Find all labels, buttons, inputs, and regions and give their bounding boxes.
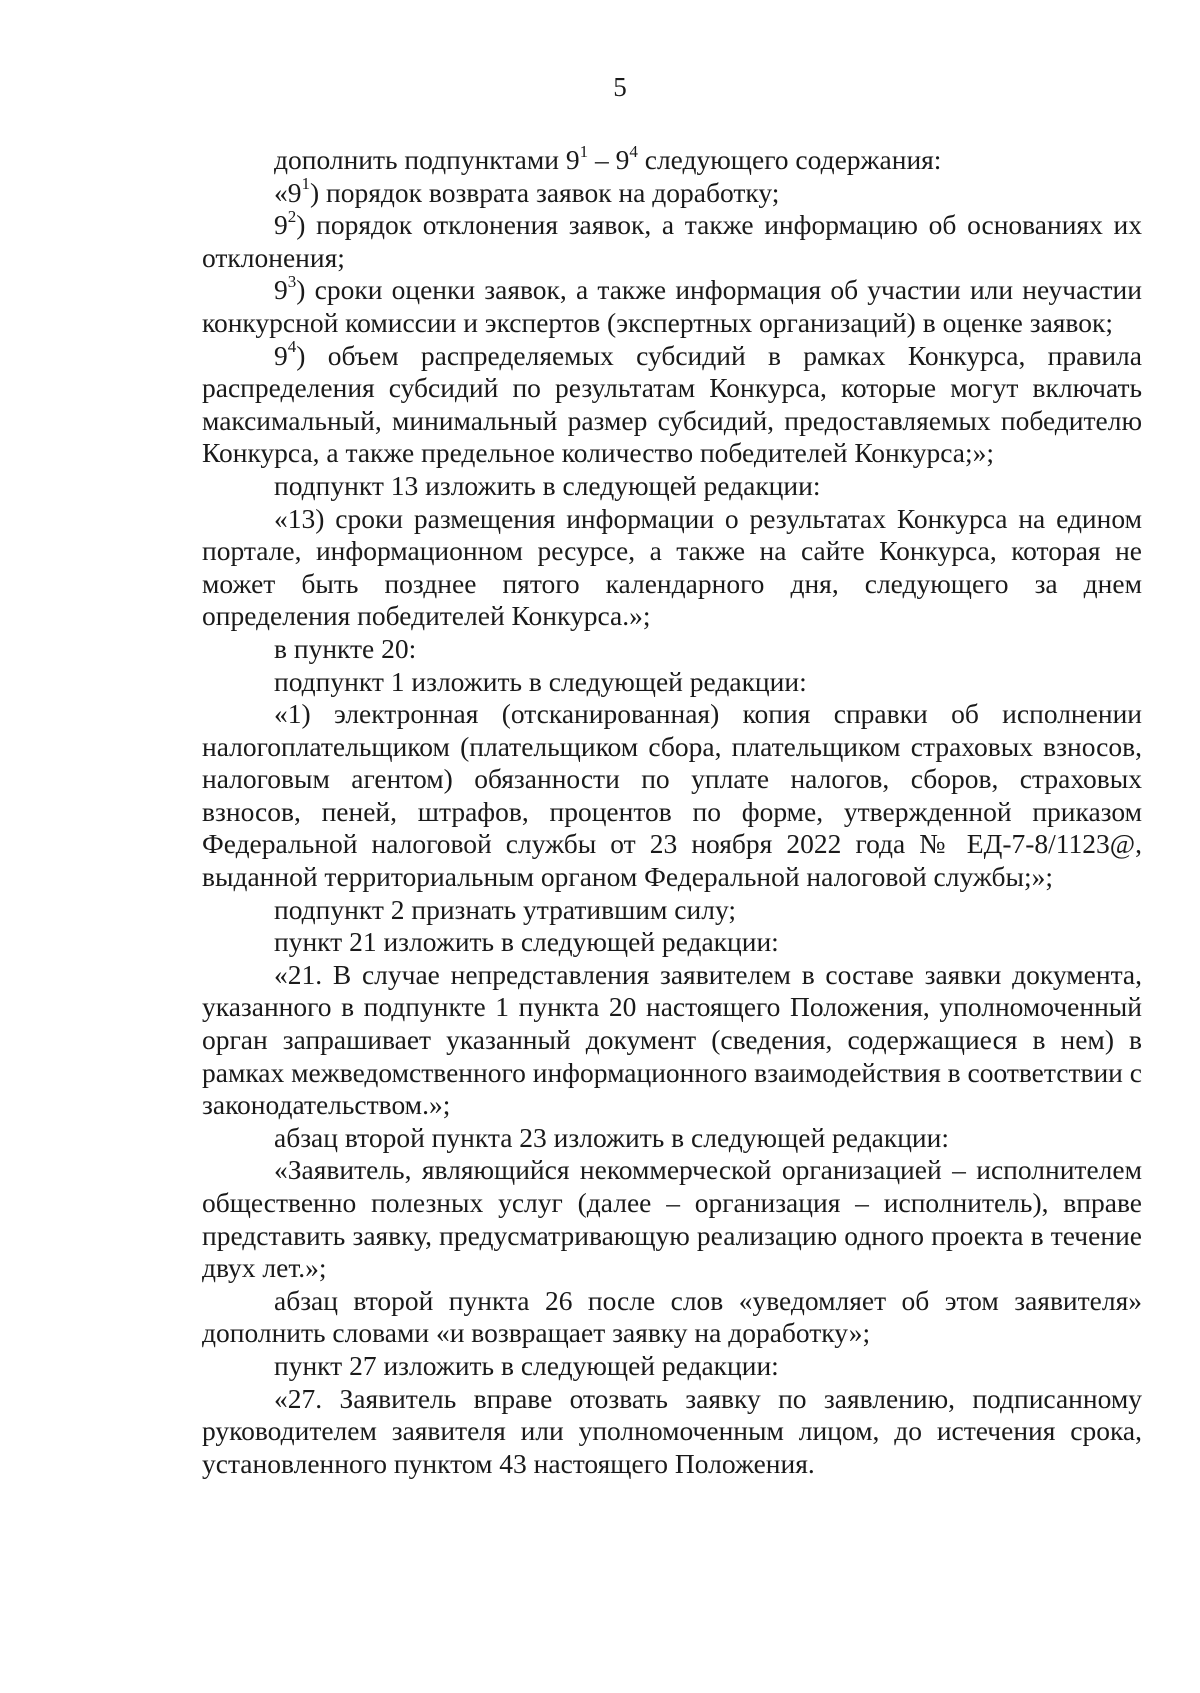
document-body: [202, 141, 1142, 1480]
paragraph-item-21-intro: пункт 21 изложить в следующей редакции:: [274, 926, 779, 958]
paragraph-subitem-13: «13) сроки размещения информации о результатах Конкурса на едином портале, информационном ресурсе, а также на сайте Конкурса, которая не может быть позднее пятого календарного дня, следующего за днем определения победителей Конкурса.»;: [202, 502, 1142, 632]
paragraph-item-23: «Заявитель, являющийся некоммерческой организацией – исполнителем общественно полезных услуг (далее – организация – исполнитель), вправе представить заявку, предусматривающую реализацию одного проекта в течение двух лет.»;: [202, 1154, 1142, 1284]
paragraph-subitem-9-4: $9^4$) объем распределяемых субсидий в рамках Конкурса, правила распределения субсидий по результатам Конкурса, которые могут включать максимальный, минимальный размер субсидий, предоставляемых победителю Конкурса, а также предельное количество победителей Конкурса;»;: [202, 337, 1142, 469]
paragraph-item-27-intro: пункт 27 изложить в следующей редакции:: [274, 1349, 779, 1381]
paragraph-subitem-2: подпункт 2 признать утратившим силу;: [274, 893, 736, 925]
paragraph-item-23-intro: абзац второй пункта 23 изложить в следующей редакции:: [274, 1121, 949, 1153]
paragraph-subitem-9-1: «$9^1$) порядок возврата заявок на доработку;: [274, 174, 780, 208]
paragraph-add-subitems: дополнить подпунктами $9^1 - 9^4$ следующего содержания:: [274, 141, 942, 175]
paragraph-item-27: «27. Заявитель вправе отозвать заявку по заявлению, подписанному руководителем заявителя или уполномоченным лицом, до истечения срока, установленного пунктом 43 настоящего Положения.: [202, 1382, 1142, 1479]
paragraph-item-20: в пункте 20:: [274, 632, 417, 664]
paragraph-subitem-9-3: $9^3$) сроки оценки заявок, а также информация об участии или неучастии конкурсной комиссии и экспертов (экспертных организаций) в оценке заявок;: [202, 272, 1142, 338]
page-number: 5: [613, 72, 627, 102]
paragraph-subitem-9-2: $9^2$) порядок отклонения заявок, а также информацию об основаниях их отклонения;: [202, 207, 1142, 273]
paragraph-subitem-1-intro: подпункт 1 изложить в следующей редакции:: [274, 665, 807, 697]
paragraph-subitem-13-intro: подпункт 13 изложить в следующей редакции:: [274, 469, 821, 501]
paragraph-subitem-1: «1) электронная (отсканированная) копия справки об исполнении налогоплательщиком (плательщиком сбора, плательщиком страховых взносов, налоговым агентом) обязанности по уплате налогов, сборов, страховых взносов, пеней, штрафов, процентов по форме, утвержденной приказом Федеральной налоговой службы от 23 ноября 2022 года № ЕД-7-8/1123@, выданной территориальным органом Федеральной налоговой службы;»;: [202, 698, 1142, 893]
paragraph-item-26: абзац второй пункта 26 после слов «уведомляет об этом заявителя» дополнить словами «и возвращает заявку на доработку»;: [202, 1284, 1142, 1349]
paragraph-item-21: «21. В случае непредставления заявителем в составе заявки документа, указанного в подпункте 1 пункта 20 настоящего Положения, уполномоченный орган запрашивает указанный документ (сведения, содержащиеся в нем) в рамках межведомственного информационного взаимодействия в соответствии с законодательством.»;: [202, 958, 1142, 1121]
